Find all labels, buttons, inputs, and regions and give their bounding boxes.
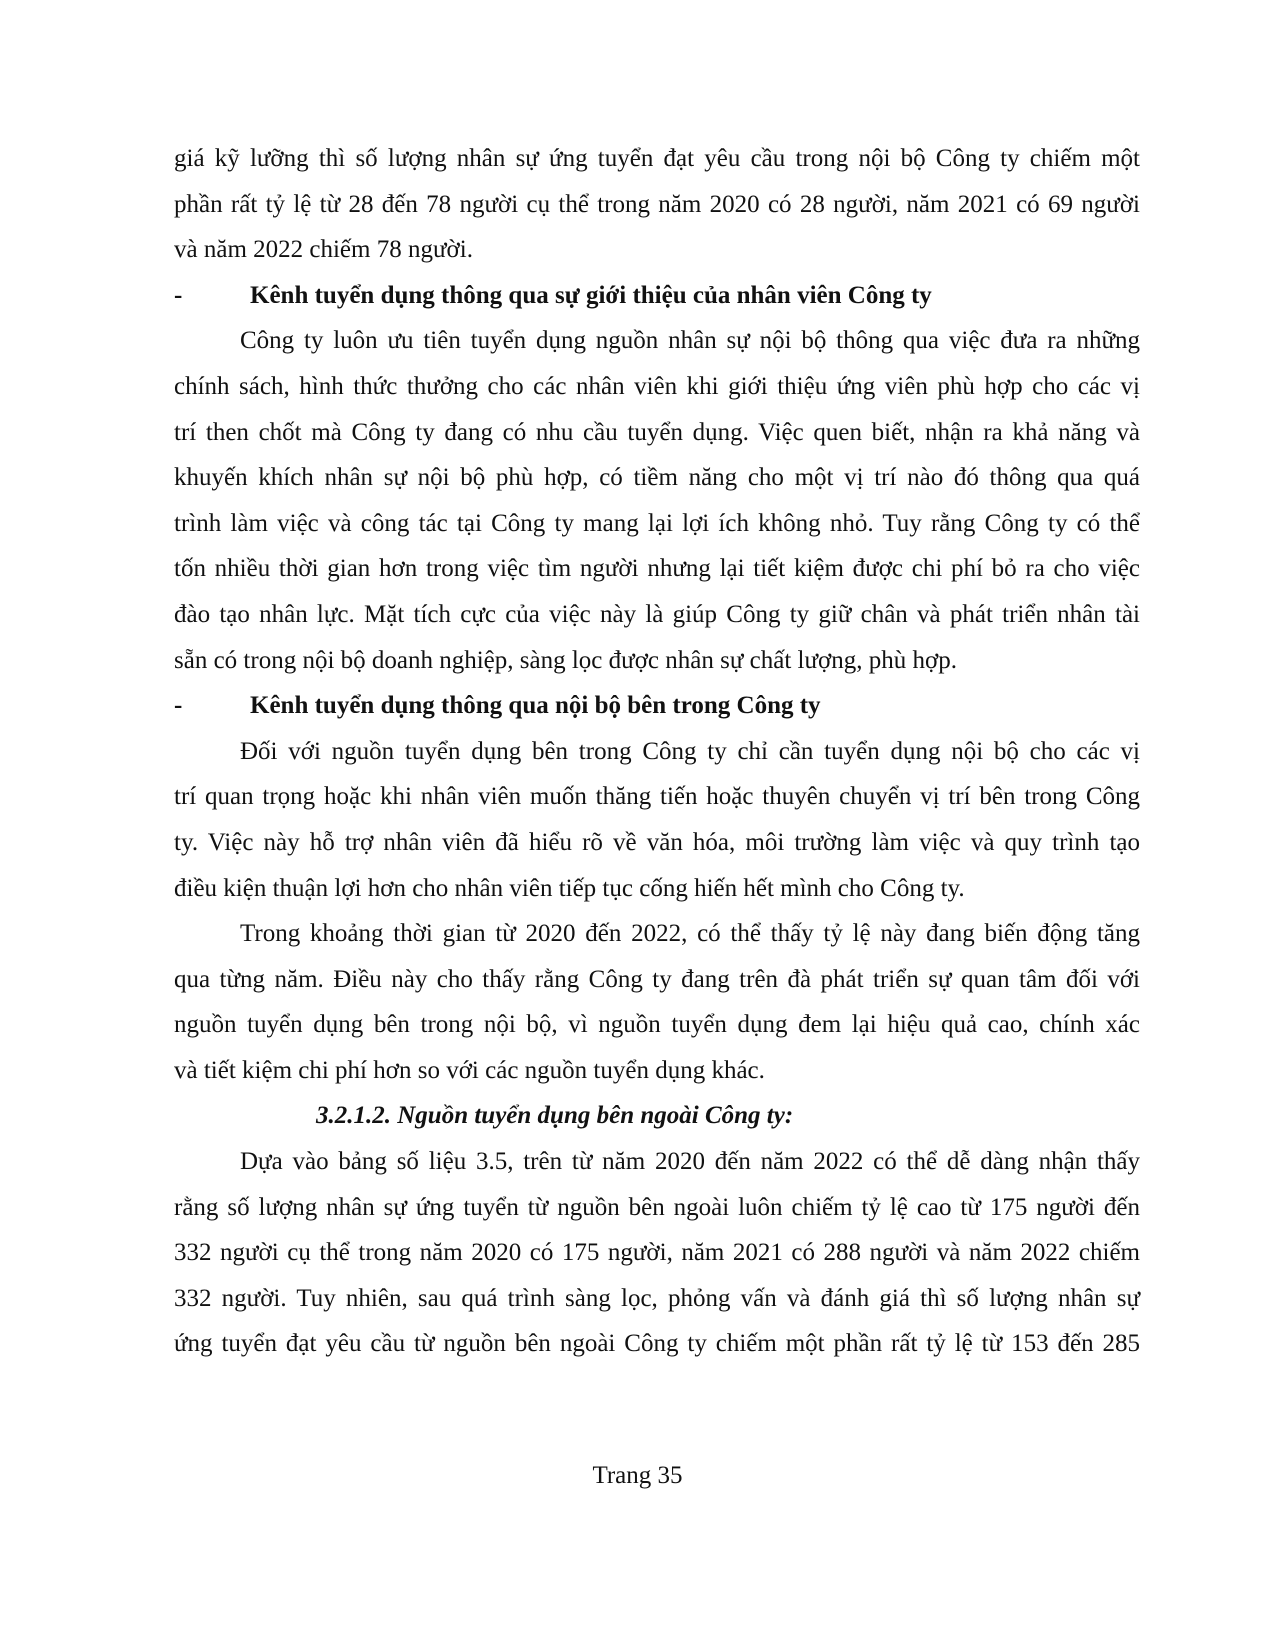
paragraph-trend xyxy=(174,911,1140,1093)
paragraph-internal xyxy=(174,729,1140,911)
text-line: ứng tuyển đạt yêu cầu từ nguồn bên ngoài Công ty chiếm một phần rất tỷ lệ từ 153 đến 285 xyxy=(174,1330,1140,1358)
paragraph-referral xyxy=(174,318,1140,683)
text-line: trí then chốt mà Công ty đang có nhu cầu tuyển dụng. Việc quen biết, nhận ra khả năng và xyxy=(174,418,1140,446)
bullet-title: Kênh tuyển dụng thông qua nội bộ bên trong Công ty xyxy=(250,692,821,720)
text-line: trình làm việc và công tác tại Công ty mang lại lợi ích không nhỏ. Tuy rằng Công ty có thể xyxy=(174,509,1140,537)
text-line: qua từng năm. Điều này cho thấy rằng Công ty đang trên đà phát triển sự quan tâm đối với xyxy=(174,965,1140,993)
bullet-dash: - xyxy=(174,281,183,309)
paragraph-continuation xyxy=(174,136,1140,273)
text-line: 332 người cụ thể trong năm 2020 có 175 người, năm 2021 có 288 người và năm 2022 chiếm xyxy=(174,1239,1140,1267)
text-line: rằng số lượng nhân sự ứng tuyển từ nguồn bên ngoài luôn chiếm tỷ lệ cao từ 175 người đến xyxy=(174,1193,1140,1221)
text-line: Công ty luôn ưu tiên tuyển dụng nguồn nhân sự nội bộ thông qua việc đưa ra những xyxy=(240,327,1140,355)
text-line: Trong khoảng thời gian từ 2020 đến 2022, có thể thấy tỷ lệ này đang biến động tăng xyxy=(240,920,1140,948)
bullet-heading-referral xyxy=(174,273,1140,319)
bullet-title: Kênh tuyển dụng thông qua sự giới thiệu của nhân viên Công ty xyxy=(250,281,932,309)
text-line: phần rất tỷ lệ từ 28 đến 78 người cụ thể trong năm 2020 có 28 người, năm 2021 có 69 người xyxy=(174,190,1140,218)
text-line: đào tạo nhân lực. Mặt tích cực của việc này là giúp Công ty giữ chân và phát triển nhân tài xyxy=(174,600,1140,628)
text-line: khuyến khích nhân sự nội bộ phù hợp, có tiềm năng cho một vị trí nào đó thông qua quá xyxy=(174,464,1140,492)
page-number: Trang 35 xyxy=(592,1462,683,1489)
bullet-dash: - xyxy=(174,692,183,720)
text-line: 332 người. Tuy nhiên, sau quá trình sàng lọc, phỏng vấn và đánh giá thì số lượng nhân sự xyxy=(174,1284,1140,1312)
text-line: ty. Việc này hỗ trợ nhân viên đã hiểu rõ về văn hóa, môi trường làm việc và quy trình tạo xyxy=(174,828,1140,856)
text-line: điều kiện thuận lợi hơn cho nhân viên tiếp tục cống hiến hết mình cho Công ty. xyxy=(174,874,965,902)
text-line: sẵn có trong nội bộ doanh nghiệp, sàng lọc được nhân sự chất lượng, phù hợp. xyxy=(174,646,957,674)
text-line: Dựa vào bảng số liệu 3.5, trên từ năm 2020 đến năm 2022 có thể dễ dàng nhận thấy xyxy=(240,1148,1140,1176)
text-line: giá kỹ lưỡng thì số lượng nhân sự ứng tuyển đạt yêu cầu trong nội bộ Công ty chiếm một xyxy=(174,145,1140,172)
text-line: chính sách, hình thức thưởng cho các nhân viên khi giới thiệu ứng viên phù hợp cho các vị xyxy=(174,372,1140,400)
page-body xyxy=(174,136,1140,1367)
text-line: và năm 2022 chiếm 78 người. xyxy=(174,236,473,264)
text-line: nguồn tuyển dụng bên trong nội bộ, vì nguồn tuyển dụng đem lại hiệu quả cao, chính xác xyxy=(174,1011,1140,1039)
text-line: và tiết kiệm chi phí hơn so với các nguồn tuyển dụng khác. xyxy=(174,1056,765,1084)
text-line: Đối với nguồn tuyển dụng bên trong Công ty chỉ cần tuyển dụng nội bộ cho các vị xyxy=(240,737,1140,765)
paragraph-external xyxy=(174,1139,1140,1367)
bullet-heading-internal xyxy=(174,683,1140,729)
text-line: trí quan trọng hoặc khi nhân viên muốn thăng tiến hoặc thuyên chuyển vị trí bên trong Công xyxy=(174,783,1140,811)
section-heading: 3.2.1.2. Nguồn tuyển dụng bên ngoài Công ty: xyxy=(316,1102,794,1130)
text-line: tốn nhiều thời gian hơn trong việc tìm người nhưng lại tiết kiệm được chi phí bỏ ra cho việc xyxy=(174,555,1140,583)
